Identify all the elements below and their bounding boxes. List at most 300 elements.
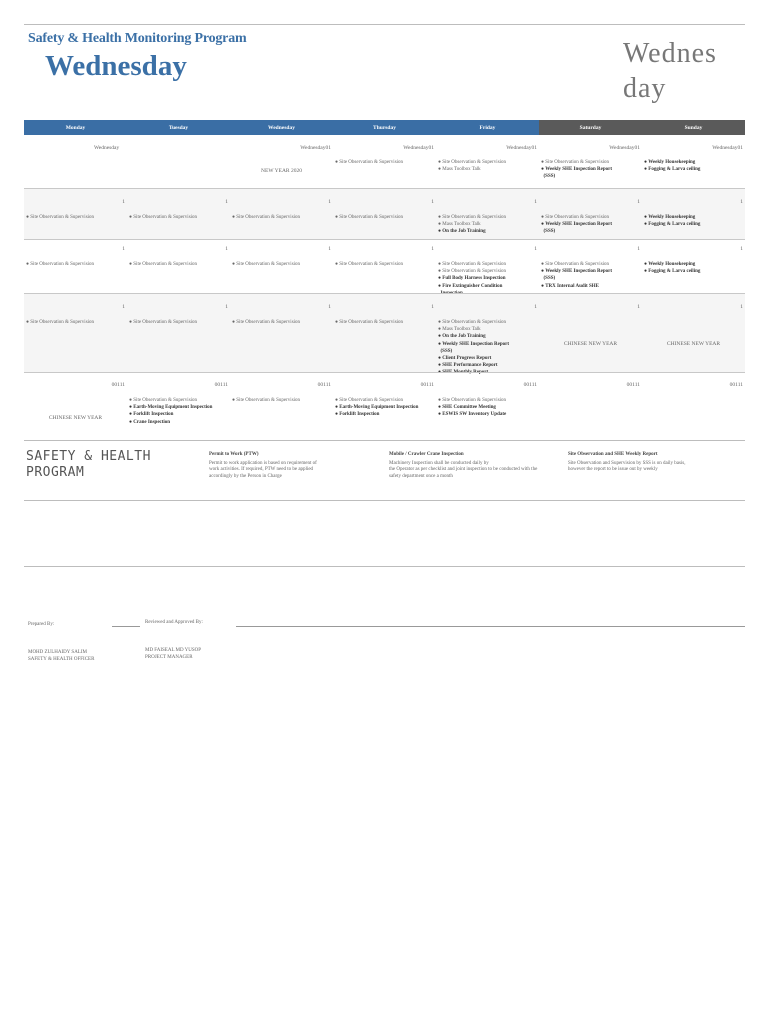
weekday-header — [24, 120, 745, 135]
bullet-icon: ● — [129, 262, 134, 267]
bullet-icon: ● — [129, 215, 134, 220]
bullet-icon: ● — [335, 405, 340, 411]
calendar-week — [24, 137, 745, 187]
task-text: Site Observation & Supervision — [30, 215, 95, 220]
divider-footer — [24, 440, 745, 441]
day-number: 1 — [122, 199, 125, 205]
bullet-icon: ● — [335, 262, 340, 267]
task-text: Site Observation & Supervision — [339, 262, 404, 267]
task-text: (SSS) — [440, 348, 453, 354]
bullet-icon: ● — [129, 320, 134, 325]
task-text: Site Observation & Supervision — [442, 215, 507, 220]
task-list — [644, 261, 744, 275]
bullet-icon: ● — [438, 398, 443, 403]
calendar-day-cell — [642, 137, 745, 187]
task-item — [438, 159, 538, 166]
task-text: Forklift Inspection — [339, 412, 380, 418]
bullet-icon: ● — [644, 167, 649, 173]
day-number: 1 — [637, 304, 640, 310]
task-list — [335, 397, 435, 419]
note-crane-heading: Mobile / Crawler Crane Inspection — [389, 452, 464, 457]
task-list — [335, 261, 435, 268]
task-text: SHE Performance Report — [442, 363, 498, 369]
task-text: Site Observation & Supervision — [442, 160, 507, 165]
approver-title: PROJECT MANAGER — [145, 655, 193, 660]
bullet-icon: ● — [541, 167, 546, 173]
task-text: Mass Toolbox Talk — [442, 222, 481, 228]
task-list — [129, 261, 229, 268]
task-list — [129, 397, 229, 426]
bullet-icon: ● — [232, 320, 237, 325]
bullet-icon: ● — [438, 269, 443, 275]
task-list — [232, 261, 332, 268]
task-text: Site Observation & Supervision — [442, 320, 507, 325]
day-number: 1 — [328, 304, 331, 310]
task-item — [644, 159, 744, 166]
bullet-icon: ● — [232, 262, 237, 267]
task-text: Crane Inspection — [133, 419, 171, 425]
task-list — [541, 261, 641, 290]
bullet-icon: ● — [541, 215, 546, 220]
task-item — [26, 319, 126, 326]
task-item — [438, 261, 538, 268]
task-text: Full Body Harness Inspection — [442, 276, 506, 282]
calendar-day-cell — [333, 240, 436, 293]
task-item — [438, 221, 538, 228]
task-list — [438, 319, 538, 376]
task-item — [232, 261, 332, 268]
calendar-day-cell — [539, 240, 642, 293]
task-item — [129, 404, 229, 411]
bullet-icon: ● — [438, 412, 443, 418]
bullet-icon: ● — [335, 398, 340, 403]
weekday-wednesday: Wednesday — [230, 120, 333, 135]
task-text: Weekly Housekeeping — [648, 160, 696, 165]
task-text: Site Observation & Supervision — [30, 262, 95, 267]
day-number: 1 — [534, 199, 537, 205]
bullet-icon: ● — [438, 222, 443, 228]
task-item — [438, 268, 538, 275]
task-text: Weekly SHE Inspection Report — [545, 269, 612, 275]
big-day-line2: day — [623, 73, 667, 104]
task-list — [335, 214, 435, 221]
day-number: 00111 — [626, 382, 640, 388]
task-item — [644, 221, 744, 228]
calendar-day-cell — [230, 240, 333, 293]
weekday-thursday: Thursday — [333, 120, 436, 135]
bullet-icon: ● — [541, 160, 546, 165]
prepared-by-signature-line — [112, 626, 140, 627]
day-number: 00111 — [214, 382, 228, 388]
calendar-day-cell — [436, 240, 539, 293]
bullet-icon: ● — [644, 222, 649, 228]
task-item — [335, 319, 435, 326]
task-item — [541, 283, 641, 290]
task-item — [26, 261, 126, 268]
note-site-line: Site Observation and Supervision by SSS is on daily basis, — [568, 460, 686, 466]
task-text: Site Observation & Supervision — [545, 262, 610, 267]
task-item — [232, 319, 332, 326]
day-number: 1 — [328, 199, 331, 205]
task-list — [129, 214, 229, 221]
task-item — [129, 261, 229, 268]
task-text: ESWIS SW Inventory Update — [442, 412, 507, 418]
day-number: 1 — [431, 304, 434, 310]
task-item — [335, 397, 435, 404]
task-item — [541, 214, 641, 221]
bullet-icon: ● — [129, 405, 134, 411]
bullet-icon: ● — [438, 167, 443, 173]
note-ptw-heading: Permit to Work (PTW) — [209, 452, 259, 457]
calendar-week — [24, 293, 745, 376]
task-list — [232, 214, 332, 221]
calendar-day-cell — [436, 373, 539, 438]
task-item — [335, 261, 435, 268]
task-item — [541, 221, 641, 228]
bullet-icon: ● — [644, 262, 649, 267]
day-number: 1 — [534, 304, 537, 310]
calendar-day-cell — [127, 373, 230, 438]
task-item — [541, 166, 641, 173]
note-ptw — [209, 452, 369, 480]
calendar-day-cell — [24, 189, 127, 239]
task-item — [438, 319, 538, 326]
day-number: 00111 — [729, 382, 743, 388]
task-item — [438, 166, 538, 173]
holiday-label: CHINESE NEW YEAR — [563, 341, 618, 347]
task-item — [438, 333, 538, 340]
day-number: 00111 — [523, 382, 537, 388]
task-item — [644, 261, 744, 268]
calendar-day-cell — [436, 137, 539, 187]
task-text: Site Observation & Supervision — [236, 320, 301, 325]
task-list — [26, 261, 126, 268]
note-crane-line: Machinery Inspection shall be conducted daily by — [389, 460, 489, 466]
task-item — [438, 228, 538, 235]
bullet-icon: ● — [438, 229, 443, 235]
calendar-day-cell — [642, 189, 745, 239]
task-list — [438, 397, 538, 419]
task-text: Site Observation & Supervision — [339, 160, 404, 165]
bullet-icon: ● — [438, 356, 443, 362]
day-number: 1 — [637, 246, 640, 252]
bullet-icon: ● — [644, 215, 649, 220]
task-text: Weekly Housekeeping — [648, 215, 696, 220]
note-ptw-line: work activities. If required, PTW need to be applied — [209, 467, 314, 472]
day-number: Wednesday01 — [403, 145, 434, 151]
calendar-day-cell — [642, 240, 745, 293]
task-list — [438, 261, 538, 292]
task-item — [438, 283, 538, 290]
task-item — [438, 348, 538, 355]
note-crane — [389, 452, 567, 480]
approver-name: MD FAISEAL MD YUSOP — [145, 648, 202, 653]
calendar-week — [24, 239, 745, 293]
footer-title-line2: PROGRAM — [26, 465, 85, 480]
footer-title-line1: SAFETY & HEALTH — [26, 449, 151, 464]
bullet-icon: ● — [541, 269, 546, 275]
task-text: Earth-Moving Equipment Inspection — [339, 405, 419, 411]
task-text: On the Job Training — [442, 229, 486, 235]
bullet-icon: ● — [438, 363, 443, 369]
weekday-sunday: Sunday — [642, 120, 745, 135]
day-number: 00111 — [317, 382, 331, 388]
task-text: Site Observation & Supervision — [133, 398, 198, 403]
calendar-day-cell — [230, 137, 333, 187]
task-item — [129, 419, 229, 426]
calendar-day-cell — [230, 373, 333, 438]
calendar-day-cell — [333, 137, 436, 187]
task-list — [129, 319, 229, 326]
task-text: Site Observation & Supervision — [339, 215, 404, 220]
day-number: Wednesday01 — [609, 145, 640, 151]
task-text: TRX Internal Audit SHE — [545, 283, 599, 289]
bullet-icon: ● — [438, 341, 443, 347]
calendar-day-cell — [127, 189, 230, 239]
note-crane-line: the Operator as per checklist and joint inspection to be conducted with the — [389, 467, 538, 472]
task-list — [541, 214, 641, 236]
task-text: (SSS) — [543, 174, 556, 180]
note-ptw-line: Permit to work application is based on requirement of — [209, 460, 317, 466]
weekday-saturday: Saturday — [539, 120, 642, 135]
task-list — [335, 319, 435, 326]
day-number: Wednesday — [94, 145, 120, 151]
task-text: Earth-Moving Equipment Inspection — [133, 405, 213, 411]
divider-1 — [24, 500, 745, 501]
day-number: 1 — [740, 246, 743, 252]
task-list — [232, 319, 332, 326]
calendar-day-cell — [539, 294, 642, 372]
task-list — [644, 214, 744, 228]
day-number: Wednesday01 — [712, 145, 743, 151]
task-text: Fogging & Larva ceiling — [648, 269, 701, 275]
task-item — [541, 228, 641, 235]
task-list — [644, 159, 744, 173]
day-number: 1 — [431, 199, 434, 205]
task-text: Site Observation & Supervision — [442, 262, 507, 267]
bullet-icon: ● — [438, 320, 443, 325]
task-text: Weekly Housekeeping — [648, 262, 696, 267]
task-item — [541, 159, 641, 166]
task-text: Fire Extinguisher Condition — [442, 283, 503, 289]
calendar-day-cell — [230, 189, 333, 239]
calendar-day-cell — [333, 294, 436, 372]
task-item — [438, 275, 538, 282]
calendar-week — [24, 372, 745, 438]
task-item — [335, 214, 435, 221]
task-text: Site Observation & Supervision — [442, 269, 507, 275]
calendar-day-cell — [333, 189, 436, 239]
task-text: Site Observation & Supervision — [133, 215, 198, 220]
task-text: On the Job Training — [442, 334, 486, 340]
task-list — [541, 159, 641, 181]
task-item — [232, 214, 332, 221]
calendar-day-cell — [24, 294, 127, 372]
calendar-day-cell — [24, 373, 127, 438]
task-item — [129, 319, 229, 326]
bullet-icon: ● — [438, 334, 443, 340]
task-text: (SSS) — [543, 229, 556, 235]
task-item — [335, 404, 435, 411]
calendar-day-cell — [436, 294, 539, 376]
task-text: Weekly SHE Inspection Report — [545, 167, 612, 173]
note-site-line: however the report to be issue out by weekly — [568, 467, 658, 472]
bullet-icon: ● — [541, 222, 546, 228]
bullet-icon: ● — [644, 160, 649, 165]
day-number: 1 — [122, 304, 125, 310]
day-number: Wednesday01 — [506, 145, 537, 151]
bullet-icon: ● — [335, 412, 340, 418]
bullet-icon: ● — [232, 398, 237, 403]
footer-program-title — [26, 449, 151, 481]
calendar-day-cell — [539, 373, 642, 438]
day-title: Wednesday — [45, 50, 187, 82]
task-text: Forklift Inspection — [133, 412, 174, 418]
calendar-day-cell — [230, 294, 333, 372]
divider-2 — [24, 566, 745, 567]
day-number: Wednesday01 — [300, 145, 331, 151]
bullet-icon: ● — [438, 283, 443, 289]
note-crane-line: safety department once a month — [389, 473, 453, 479]
bullet-icon: ● — [232, 215, 237, 220]
task-text: Site Observation & Supervision — [30, 320, 95, 325]
bullet-icon: ● — [335, 320, 340, 325]
weekday-tuesday: Tuesday — [127, 120, 230, 135]
note-site-observation — [568, 452, 743, 474]
top-rule — [24, 24, 745, 25]
task-list — [438, 214, 538, 236]
task-item — [335, 159, 435, 166]
task-item — [541, 268, 641, 275]
task-item — [335, 411, 435, 418]
bullet-icon: ● — [26, 262, 31, 267]
holiday-label: NEW YEAR 2020 — [261, 168, 302, 174]
bullet-icon: ● — [438, 370, 443, 376]
task-text: SHE Monthly Report — [442, 370, 489, 376]
task-item — [438, 341, 538, 348]
task-text: SHE Committee Meeting — [442, 405, 496, 411]
task-text: Site Observation & Supervision — [236, 398, 301, 403]
task-list — [438, 159, 538, 173]
day-number: 1 — [534, 246, 537, 252]
bullet-icon: ● — [438, 160, 443, 165]
holiday-label: CHINESE NEW YEAR — [48, 415, 103, 421]
task-item — [26, 214, 126, 221]
bullet-icon: ● — [438, 405, 443, 411]
bullet-icon: ● — [541, 262, 546, 267]
calendar-day-cell — [24, 137, 127, 187]
task-text: Site Observation & Supervision — [133, 262, 198, 267]
task-item — [129, 214, 229, 221]
task-item — [129, 411, 229, 418]
task-text: Weekly SHE Inspection Report — [545, 222, 612, 228]
task-item — [644, 268, 744, 275]
bullet-icon: ● — [438, 262, 443, 267]
task-item — [438, 214, 538, 221]
weekday-monday: Monday — [24, 120, 127, 135]
day-number: 1 — [328, 246, 331, 252]
task-item — [644, 166, 744, 173]
weekday-friday: Friday — [436, 120, 539, 135]
task-item — [232, 397, 332, 404]
task-item — [438, 362, 538, 369]
task-list — [232, 397, 332, 404]
task-item — [541, 261, 641, 268]
task-text: Weekly SHE Inspection Report — [442, 341, 509, 347]
task-item — [129, 397, 229, 404]
prepared-by-label: Prepared By: — [28, 622, 55, 627]
task-item — [541, 275, 641, 282]
bullet-icon: ● — [26, 215, 31, 220]
bullet-icon: ● — [26, 320, 31, 325]
preparer-title: SAFETY & HEALTH OFFICER — [28, 657, 95, 662]
day-number: 00111 — [111, 382, 125, 388]
calendar-day-cell — [127, 294, 230, 372]
task-text: (SSS) — [543, 276, 556, 282]
calendar-day-cell — [24, 240, 127, 293]
preparer-name: MOHD ZULHAIDY SALIM — [28, 650, 87, 655]
task-text: Site Observation & Supervision — [236, 215, 301, 220]
calendar-day-cell — [539, 137, 642, 187]
bullet-icon: ● — [129, 419, 134, 425]
calendar-day-cell — [642, 294, 745, 372]
task-item — [438, 397, 538, 404]
bullet-icon: ● — [438, 215, 443, 220]
task-item — [541, 173, 641, 180]
day-number: 1 — [122, 246, 125, 252]
task-text: Mass Toolbox Talk — [442, 327, 481, 333]
task-item — [438, 326, 538, 333]
task-list — [26, 214, 126, 221]
bullet-icon: ● — [129, 398, 134, 403]
task-text: Site Observation & Supervision — [236, 262, 301, 267]
day-number: 1 — [637, 199, 640, 205]
bullet-icon: ● — [438, 276, 443, 282]
task-text: Client Progress Report — [442, 356, 492, 362]
task-item — [438, 355, 538, 362]
bullet-icon: ● — [438, 327, 443, 333]
day-number: 1 — [225, 199, 228, 205]
task-text: Fogging & Larva ceiling — [648, 222, 701, 228]
big-day-title — [623, 36, 743, 106]
note-ptw-line: accordingly by the Person in Charge — [209, 473, 282, 479]
task-text: Fogging & Larva ceiling — [648, 167, 701, 173]
task-item — [438, 404, 538, 411]
day-number: 1 — [225, 304, 228, 310]
calendar-week — [24, 188, 745, 239]
calendar-day-cell — [333, 373, 436, 438]
task-text: Site Observation & Supervision — [133, 320, 198, 325]
day-number: 00111 — [420, 382, 434, 388]
bullet-icon: ● — [644, 269, 649, 275]
bullet-icon: ● — [541, 283, 546, 289]
day-number: 1 — [225, 246, 228, 252]
task-text: Site Observation & Supervision — [442, 398, 507, 403]
calendar-day-cell — [127, 240, 230, 293]
task-list — [335, 159, 435, 166]
bullet-icon: ● — [129, 412, 134, 418]
task-item — [438, 411, 538, 418]
program-title: Safety & Health Monitoring Program — [28, 31, 247, 46]
reviewed-by-label: Reviewed and Approved By: — [145, 620, 203, 625]
big-day-line1: Wednes — [623, 38, 717, 69]
task-text: Site Observation & Supervision — [545, 160, 610, 165]
task-text: Site Observation & Supervision — [545, 215, 610, 220]
task-list — [26, 319, 126, 326]
day-number: 1 — [740, 199, 743, 205]
holiday-label: CHINESE NEW YEAR — [666, 341, 721, 347]
calendar-day-cell — [539, 189, 642, 239]
